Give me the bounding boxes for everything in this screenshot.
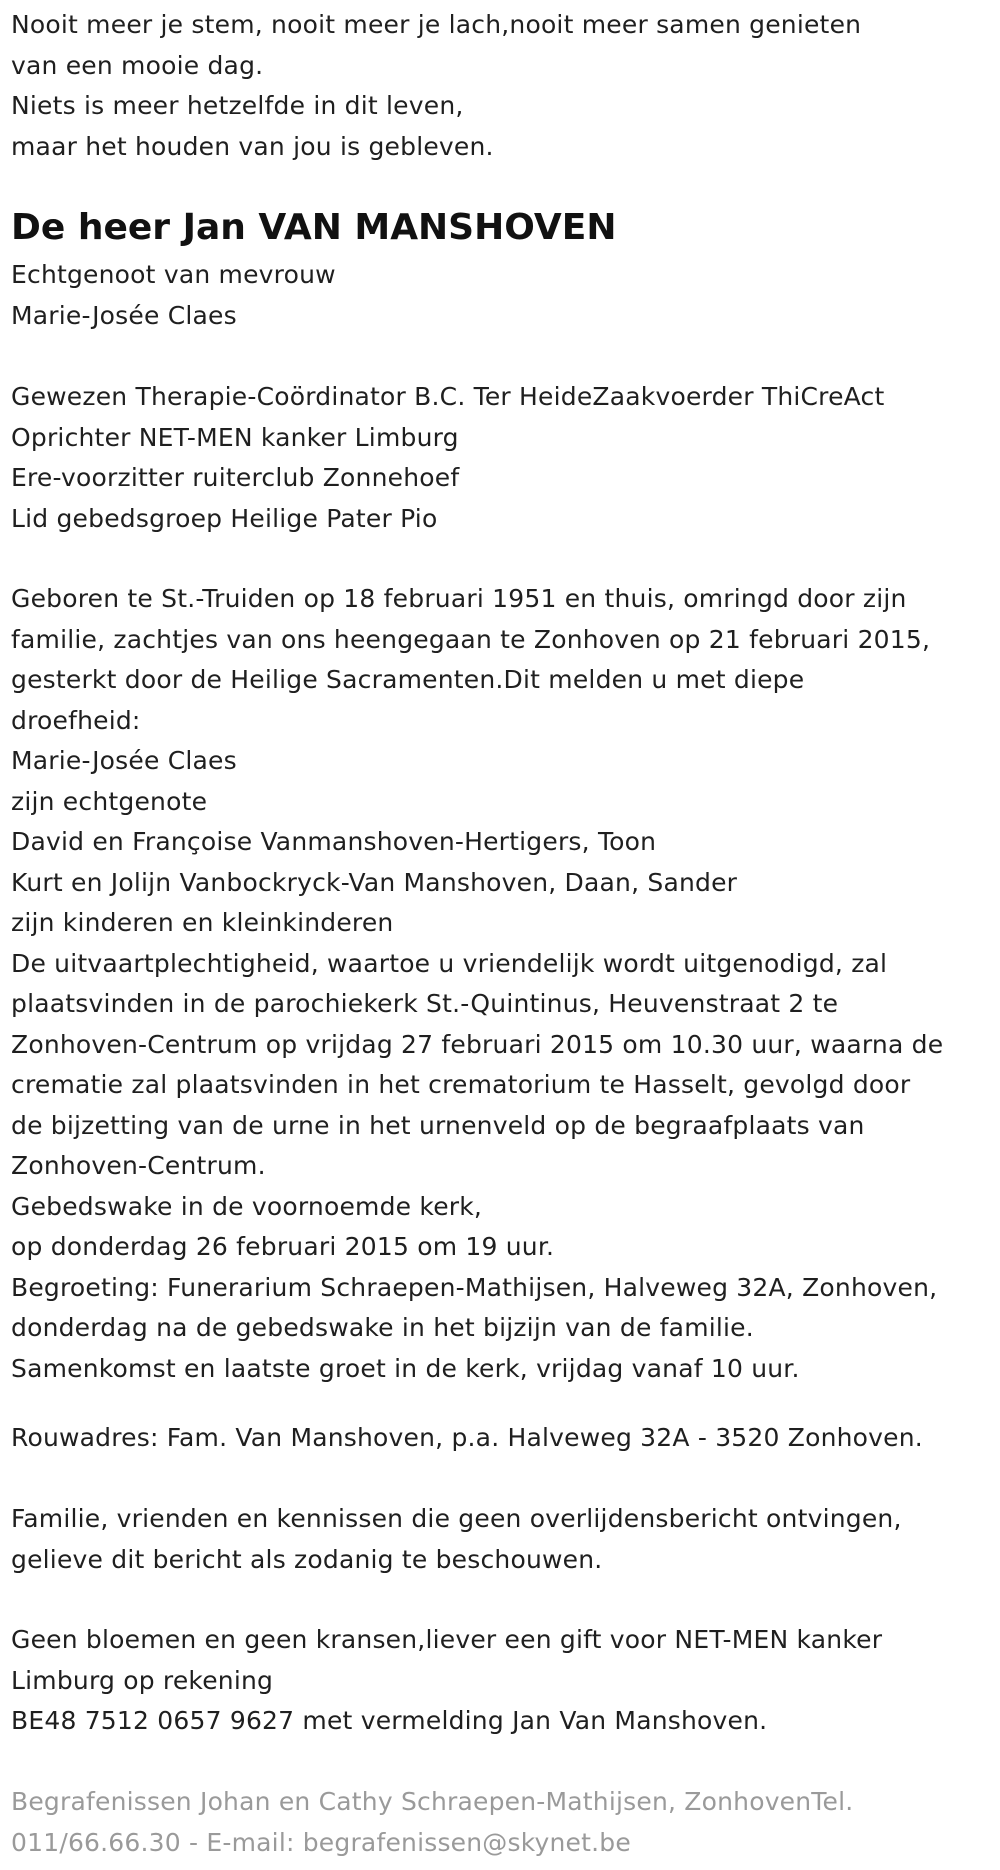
- announcement-line: Samenkomst en laatste groet in de kerk, vrijdag vanaf 10 uur.: [11, 1353, 800, 1383]
- announcement-line: zijn kinderen en kleinkinderen: [11, 908, 394, 937]
- spouse-info: [11, 255, 996, 336]
- announcement-line: De uitvaartplechtigheid, waartoe u vriendelijk wordt uitgenodigd, zal: [11, 948, 888, 978]
- footer-line: Begrafenissen Johan en Cathy Schraepen-Mathijsen, ZonhovenTel.: [11, 1787, 854, 1816]
- mourning-address: [11, 1418, 996, 1459]
- deceased-name-heading: De heer Jan VAN MANSHOVEN: [11, 207, 617, 248]
- announcement-line: David en Françoise Vanmanshoven-Hertigers, Toon: [11, 827, 657, 856]
- spouse-line: Marie-Josée Claes: [11, 300, 237, 330]
- donation-line: BE48 7512 0657 9627 met vermelding Jan Van Manshoven.: [11, 1706, 768, 1735]
- notice-line: gelieve dit bericht als zodanig te beschouwen.: [11, 1544, 603, 1574]
- roles-list: [11, 377, 996, 539]
- donation-line: Geen bloemen en geen kransen,liever een gift voor NET-MEN kanker: [11, 1625, 883, 1654]
- role-line: Gewezen Therapie-Coördinator B.C. Ter HeideZaakvoerder ThiCreAct: [11, 382, 885, 411]
- announcement-line: de bijzetting van de urne in het urnenveld op de begraafplaats van: [11, 1110, 865, 1140]
- donation-line: Limburg op rekening: [11, 1665, 274, 1695]
- announcement-line: Zonhoven-Centrum.: [11, 1151, 266, 1180]
- role-line: Ere-voorzitter ruiterclub Zonnehoef: [11, 463, 460, 492]
- address-line: Rouwadres: Fam. Van Manshoven, p.a. Halveweg 32A - 3520 Zonhoven.: [11, 1423, 923, 1452]
- announcement-line: Begroeting: Funerarium Schraepen-Mathijsen, Halveweg 32A, Zonhoven,: [11, 1272, 938, 1302]
- announcement-line: zijn echtgenote: [11, 786, 208, 816]
- announcement-line: op donderdag 26 februari 2015 om 19 uur.: [11, 1232, 555, 1261]
- announcement-line: Zonhoven-Centrum op vrijdag 27 februari 2015 om 10.30 uur, waarna de: [11, 1029, 944, 1059]
- footer-line: 011/66.66.30 - E-mail: begrafenissen@skynet.be: [11, 1827, 631, 1857]
- announcement-line: droefheid:: [11, 705, 141, 735]
- notice-line: Familie, vrienden en kennissen die geen overlijdensbericht ontvingen,: [11, 1504, 902, 1533]
- announcement-line: Gebedswake in de voornoemde kerk,: [11, 1191, 483, 1221]
- announcement-line: gesterkt door de Heilige Sacramenten.Dit melden u met diepe: [11, 665, 805, 694]
- announcement-line: Kurt en Jolijn Vanbockryck-Van Manshoven, Daan, Sander: [11, 867, 738, 897]
- funeral-home-footer: [11, 1782, 996, 1863]
- poem: [11, 5, 996, 167]
- announcement-line: Marie-Josée Claes: [11, 746, 237, 775]
- donation-request: [11, 1620, 996, 1742]
- role-line: Lid gebedsgroep Heilige Pater Pio: [11, 503, 438, 533]
- notice: [11, 1499, 996, 1580]
- announcement-line: familie, zachtjes van ons heengegaan te Zonhoven op 21 februari 2015,: [11, 624, 931, 654]
- announcement-line: crematie zal plaatsvinden in het crematorium te Hasselt, gevolgd door: [11, 1070, 911, 1099]
- role-line: Oprichter NET-MEN kanker Limburg: [11, 422, 459, 452]
- poem-line: Nooit meer je stem, nooit meer je lach,nooit meer samen genieten: [11, 10, 862, 39]
- announcement-line: Geboren te St.-Truiden op 18 februari 1951 en thuis, omringd door zijn: [11, 584, 907, 613]
- spouse-line: Echtgenoot van mevrouw: [11, 260, 336, 289]
- announcement: [11, 579, 996, 1389]
- poem-line: van een mooie dag.: [11, 50, 264, 80]
- announcement-line: donderdag na de gebedswake in het bijzijn van de familie.: [11, 1313, 754, 1342]
- poem-line: maar het houden van jou is gebleven.: [11, 131, 494, 161]
- poem-line: Niets is meer hetzelfde in dit leven,: [11, 91, 464, 120]
- announcement-line: plaatsvinden in de parochiekerk St.-Quintinus, Heuvenstraat 2 te: [11, 989, 839, 1018]
